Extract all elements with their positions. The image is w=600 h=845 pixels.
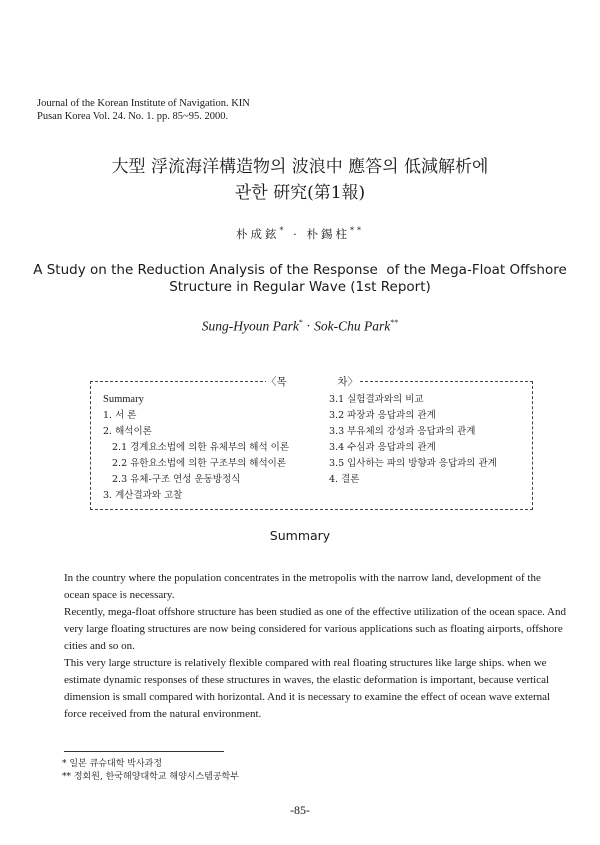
korean-author-separator: · bbox=[293, 227, 300, 241]
english-author-1: Sung-Hyoun Park bbox=[201, 318, 299, 334]
korean-title-line-1: 大型 浮流海洋構造物의 波浪中 應答의 低減解析에 bbox=[111, 157, 489, 177]
toc-item: 3.2 파장과 응답과의 관계 bbox=[329, 410, 436, 421]
table-of-contents bbox=[90, 377, 533, 510]
toc-item: 3.4 수심과 응답과의 관계 bbox=[329, 442, 436, 453]
paragraph: This very large structure is relatively flexible compared with real floating structures like large ships. when we estimate dynamic responses of these structures in waves, the elastic deformation is important, because vertical dimension is small compared with horizontal. And it is necessary to examine the effect of ocean wave external force received from the natural environment. bbox=[64, 657, 551, 720]
toc-right-column bbox=[329, 392, 497, 488]
korean-author-1: 朴成鉉 bbox=[236, 227, 280, 241]
korean-title-line-2: 관한 硏究(第1報) bbox=[234, 183, 366, 203]
english-authors bbox=[0, 318, 600, 335]
toc-header-right: 차〉 bbox=[337, 377, 358, 388]
korean-author-2-mark: ** bbox=[349, 226, 364, 236]
journal-line-2: Pusan Korea Vol. 24. No. 1. pp. 85~95. 2000. bbox=[37, 111, 229, 122]
korean-author-2: 朴錫柱 bbox=[306, 227, 350, 241]
toc-item: 2.1 경계요소법에 의한 유체부의 해석 이론 bbox=[112, 442, 290, 453]
english-title-line-2: Structure in Regular Wave (1st Report) bbox=[169, 279, 431, 295]
toc-header bbox=[266, 374, 358, 389]
toc-item: 1. 서 론 bbox=[103, 410, 137, 421]
english-title-line-1: A Study on the Reduction Analysis of the Response of the Mega-Float Offshore bbox=[33, 262, 567, 278]
korean-authors bbox=[0, 226, 600, 242]
footnotes bbox=[62, 758, 239, 784]
journal-line-1: Journal of the Korean Institute of Navigation. KIN bbox=[37, 98, 250, 109]
footnote-divider bbox=[64, 751, 224, 752]
toc-item: 2. 해석이론 bbox=[103, 426, 152, 437]
summary-body bbox=[64, 570, 566, 723]
footnote: * 일본 큐슈대학 박사과정 bbox=[62, 759, 163, 769]
paragraph: In the country where the population concentrates in the metropolis with the narrow land, development of the ocean space is necessary. bbox=[64, 572, 541, 601]
toc-left-column bbox=[103, 392, 289, 504]
summary-heading: Summary bbox=[269, 528, 331, 543]
toc-item: 2.2 유한요소법에 의한 구조부의 해석이론 bbox=[112, 458, 287, 469]
toc-item: 3.1 실험결과와의 비교 bbox=[329, 394, 424, 405]
journal-header bbox=[37, 97, 250, 123]
english-author-2-mark: ** bbox=[390, 318, 399, 327]
page-number: -85- bbox=[290, 803, 310, 817]
english-author-2: Sok-Chu Park bbox=[314, 318, 391, 334]
toc-item: 2.3 유체-구조 연성 운동방정식 bbox=[112, 474, 241, 485]
english-author-separator: · bbox=[306, 318, 311, 334]
toc-item: 3.3 부유체의 강성과 응답과의 관계 bbox=[329, 426, 476, 437]
korean-author-1-mark: * bbox=[279, 226, 287, 236]
paragraph: Recently, mega-float offshore structure has been studied as one of the effective utilization of the ocean space. And very large floating structures are now being considered for various applications such as floating airports, offshore cities and so on. bbox=[64, 606, 566, 652]
toc-item: 3. 계산결과와 고찰 bbox=[103, 490, 183, 501]
footnote: ** 정회원, 한국해양대학교 해양시스템공학부 bbox=[62, 772, 239, 782]
toc-header-left: 〈목 bbox=[266, 377, 287, 388]
korean-title bbox=[0, 154, 600, 206]
english-author-1-mark: * bbox=[298, 318, 303, 327]
toc-item: Summary bbox=[103, 394, 144, 405]
toc-item: 4. 결론 bbox=[329, 474, 360, 485]
english-title bbox=[0, 262, 600, 296]
toc-item: 3.5 입사하는 파의 방향과 응답과의 관계 bbox=[329, 458, 497, 469]
